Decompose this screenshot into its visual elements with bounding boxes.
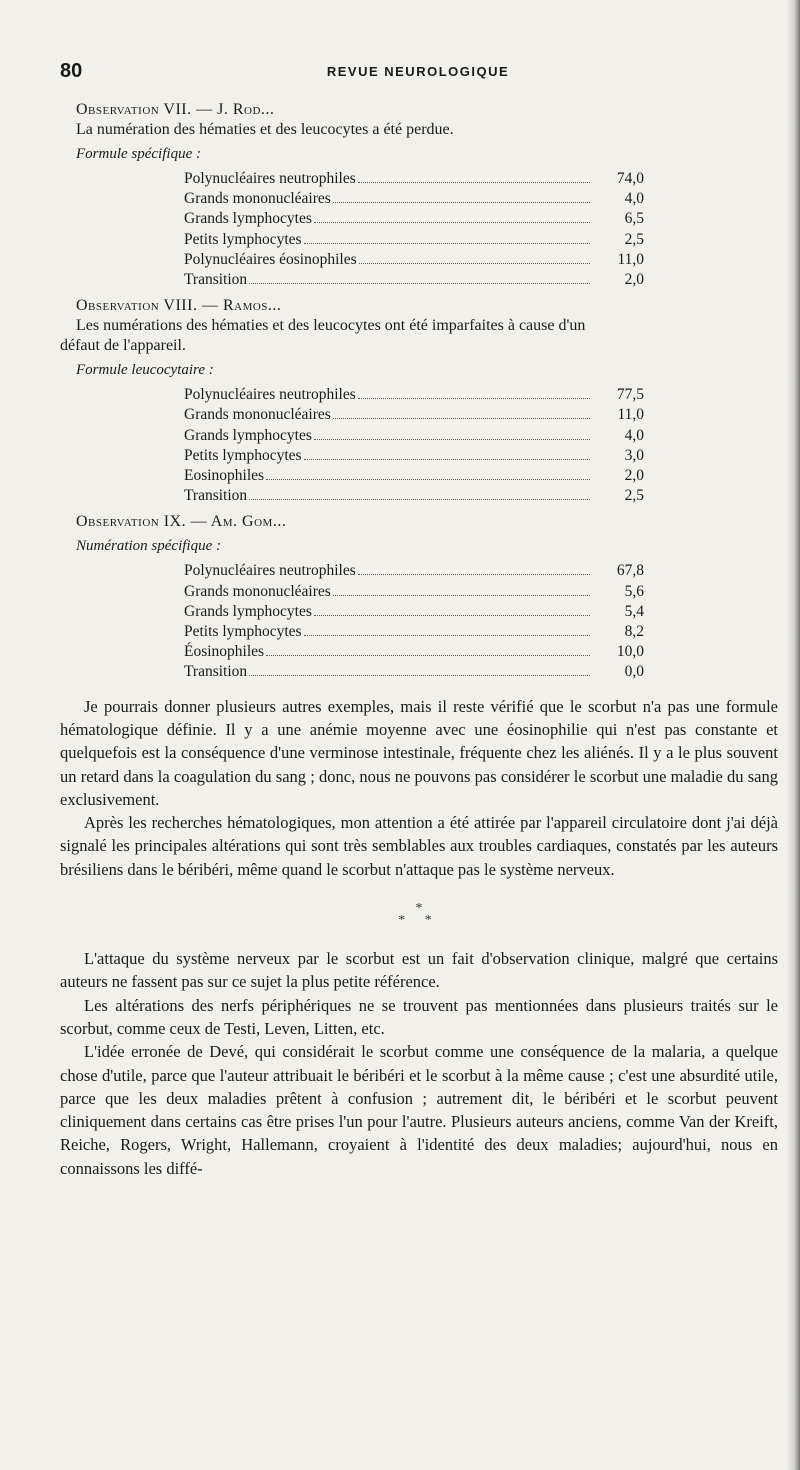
row-value: 11,0 [617, 406, 644, 424]
row-label: Polynucléaires neutrophiles [184, 562, 356, 580]
leader-dots [304, 635, 590, 636]
obs7-text: La numération des hématies et des leucocytes a été perdue. [76, 121, 454, 138]
row-label: Transition [184, 271, 248, 289]
row-label: Polynucléaires neutrophiles [184, 170, 356, 187]
leader-dots [314, 439, 590, 440]
table-row [184, 642, 644, 662]
paragraph: Les altérations des nerfs périphériques ne se trouvent pas mentionnées dans plusieurs traités sur le scorbut, comme ceux de Testi, Leven, Litten, etc. [60, 995, 778, 1038]
page-content [60, 100, 778, 1180]
table-row [184, 486, 644, 506]
leader-dots [266, 655, 590, 656]
obs8-table [184, 385, 644, 506]
table-row [184, 189, 644, 209]
row-label: Eosinophiles [184, 467, 265, 485]
row-value: 77,5 [616, 386, 644, 404]
leader-dots [249, 675, 590, 676]
asterisk-top: * [415, 901, 423, 917]
row-label: Grands mononucléaires [184, 582, 331, 600]
leader-dots [333, 595, 590, 596]
row-label: Transition [184, 663, 248, 681]
leader-dots [304, 243, 590, 244]
table-row [184, 405, 644, 425]
leader-dots [314, 615, 590, 616]
row-value: 3,0 [624, 446, 644, 464]
asterisk-bottom: * * [398, 913, 440, 929]
leader-dots [358, 574, 590, 575]
row-value: 2,0 [624, 271, 644, 289]
row-label: Grands lymphocytes [184, 602, 312, 620]
obs9-formula-label: Numération spécifique : [76, 538, 221, 555]
page-edge-shadow [786, 0, 800, 1470]
row-label: Petits lymphocytes [184, 446, 302, 464]
table-row [184, 582, 644, 602]
paragraph: L'idée erronée de Devé, qui considérait le scorbut comme une conséquence de la malaria, a quelque chose d'utile, parce que l'auteur attribuait le béribéri et le scorbut à la même cause ; c'est une absurdité utile, parce que les deux maladies prêtent à confusion ; autrement dit, le béribéri et le scorbut peuvent cliniquement dans certains cas être prises l'un pour l'autre. Plusieurs auteurs anciens, comme Van der Kreift, Reiche, Rogers, Wright, Hallemann, croyaient à l'identité des deux maladies; aujourd'hui, nous en connaissons les diffé- [60, 1042, 778, 1178]
table-row [184, 250, 644, 270]
obs9-table [184, 561, 644, 682]
row-label: Polynucléaires éosinophiles [184, 250, 357, 268]
row-value: 6,5 [624, 210, 644, 228]
row-label: Grands mononucléaires [184, 406, 331, 424]
table-row [184, 622, 644, 642]
row-value: 0,0 [624, 663, 644, 681]
table-row [184, 209, 644, 229]
obs7-heading: Observation VII. — J. Rod... [76, 101, 275, 118]
row-label: Polynucléaires neutrophiles [184, 386, 356, 404]
row-value: 67,8 [616, 562, 644, 580]
page-header [60, 60, 776, 90]
paragraph: Après les recherches hématologiques, mon attention a été attirée par l'appareil circulatoire dont j'ai déjà signalé les principales altérations qui sont très semblables aux troubles cardiaques, constatés par les auteurs brésiliens dans le béribéri, même quand le scorbut n'attaque pas le système nerveux. [60, 813, 778, 879]
table-row [184, 561, 644, 581]
page-number: 80 [60, 60, 83, 82]
row-label: Petits lymphocytes [184, 230, 302, 248]
row-label: Grands mononucléaires [184, 190, 331, 208]
leader-dots [358, 398, 590, 399]
obs7-table [184, 169, 644, 290]
row-value: 74,0 [616, 170, 644, 187]
table-row [184, 662, 644, 682]
paragraph: L'attaque du système nerveux par le scorbut est un fait d'observation clinique, malgré que certains auteurs ne fassent pas sur ce sujet la plus petite référence. [60, 949, 778, 992]
leader-dots [304, 459, 590, 460]
row-value: 2,0 [624, 467, 644, 485]
leader-dots [249, 283, 590, 284]
leader-dots [266, 479, 590, 480]
obs8-text-line2: défaut de l'appareil. [60, 337, 186, 355]
row-value: 11,0 [617, 250, 644, 268]
row-value: 2,5 [624, 230, 644, 248]
running-title: REVUE NEUROLOGIQUE [326, 64, 510, 79]
leader-dots [359, 263, 590, 264]
leader-dots [358, 182, 590, 183]
table-row [184, 270, 644, 290]
row-value: 4,0 [624, 190, 644, 208]
leader-dots [333, 202, 590, 203]
row-value: 8,2 [624, 623, 644, 641]
row-value: 10,0 [616, 643, 644, 661]
row-value: 4,0 [624, 426, 644, 444]
table-row [184, 466, 644, 486]
row-value: 5,4 [624, 602, 644, 620]
leader-dots [333, 418, 590, 419]
row-value: 2,5 [624, 487, 644, 505]
row-label: Petits lymphocytes [184, 623, 302, 641]
table-row [184, 385, 644, 405]
row-value: 5,6 [624, 582, 644, 600]
table-row [184, 230, 644, 250]
table-row [184, 169, 644, 189]
obs8-text-line1: Les numérations des hématies et des leucocytes ont été imparfaites à cause d'un [76, 317, 586, 335]
section-separator [60, 903, 778, 927]
row-label: Éosinophiles [184, 643, 265, 661]
table-row [184, 426, 644, 446]
paragraph: Je pourrais donner plusieurs autres exemples, mais il reste vérifié que le scorbut n'a pas une formule hématologique définie. Il y a une anémie moyenne avec une éosinophilie qui n'est pas constante et quelquefois est la conséquence d'une verminose intestinale, fréquente chez les aliénés. Il y a le plus souvent un retard dans la coagulation du sang ; donc, nous ne pouvons pas considérer le scorbut une maladie du sang exclusivement. [60, 696, 778, 809]
leader-dots [314, 222, 590, 223]
row-label: Transition [184, 487, 248, 505]
leader-dots [249, 499, 590, 500]
table-row [184, 446, 644, 466]
obs8-heading: Observation VIII. — Ramos... [76, 297, 282, 315]
table-row [184, 602, 644, 622]
row-label: Grands lymphocytes [184, 426, 312, 444]
row-label: Grands lymphocytes [184, 210, 312, 228]
obs8-formula-label: Formule leucocytaire : [76, 362, 214, 379]
obs7-formula-label: Formule spécifique : [76, 146, 201, 162]
obs9-heading: Observation IX. — Am. Gom... [76, 513, 287, 531]
